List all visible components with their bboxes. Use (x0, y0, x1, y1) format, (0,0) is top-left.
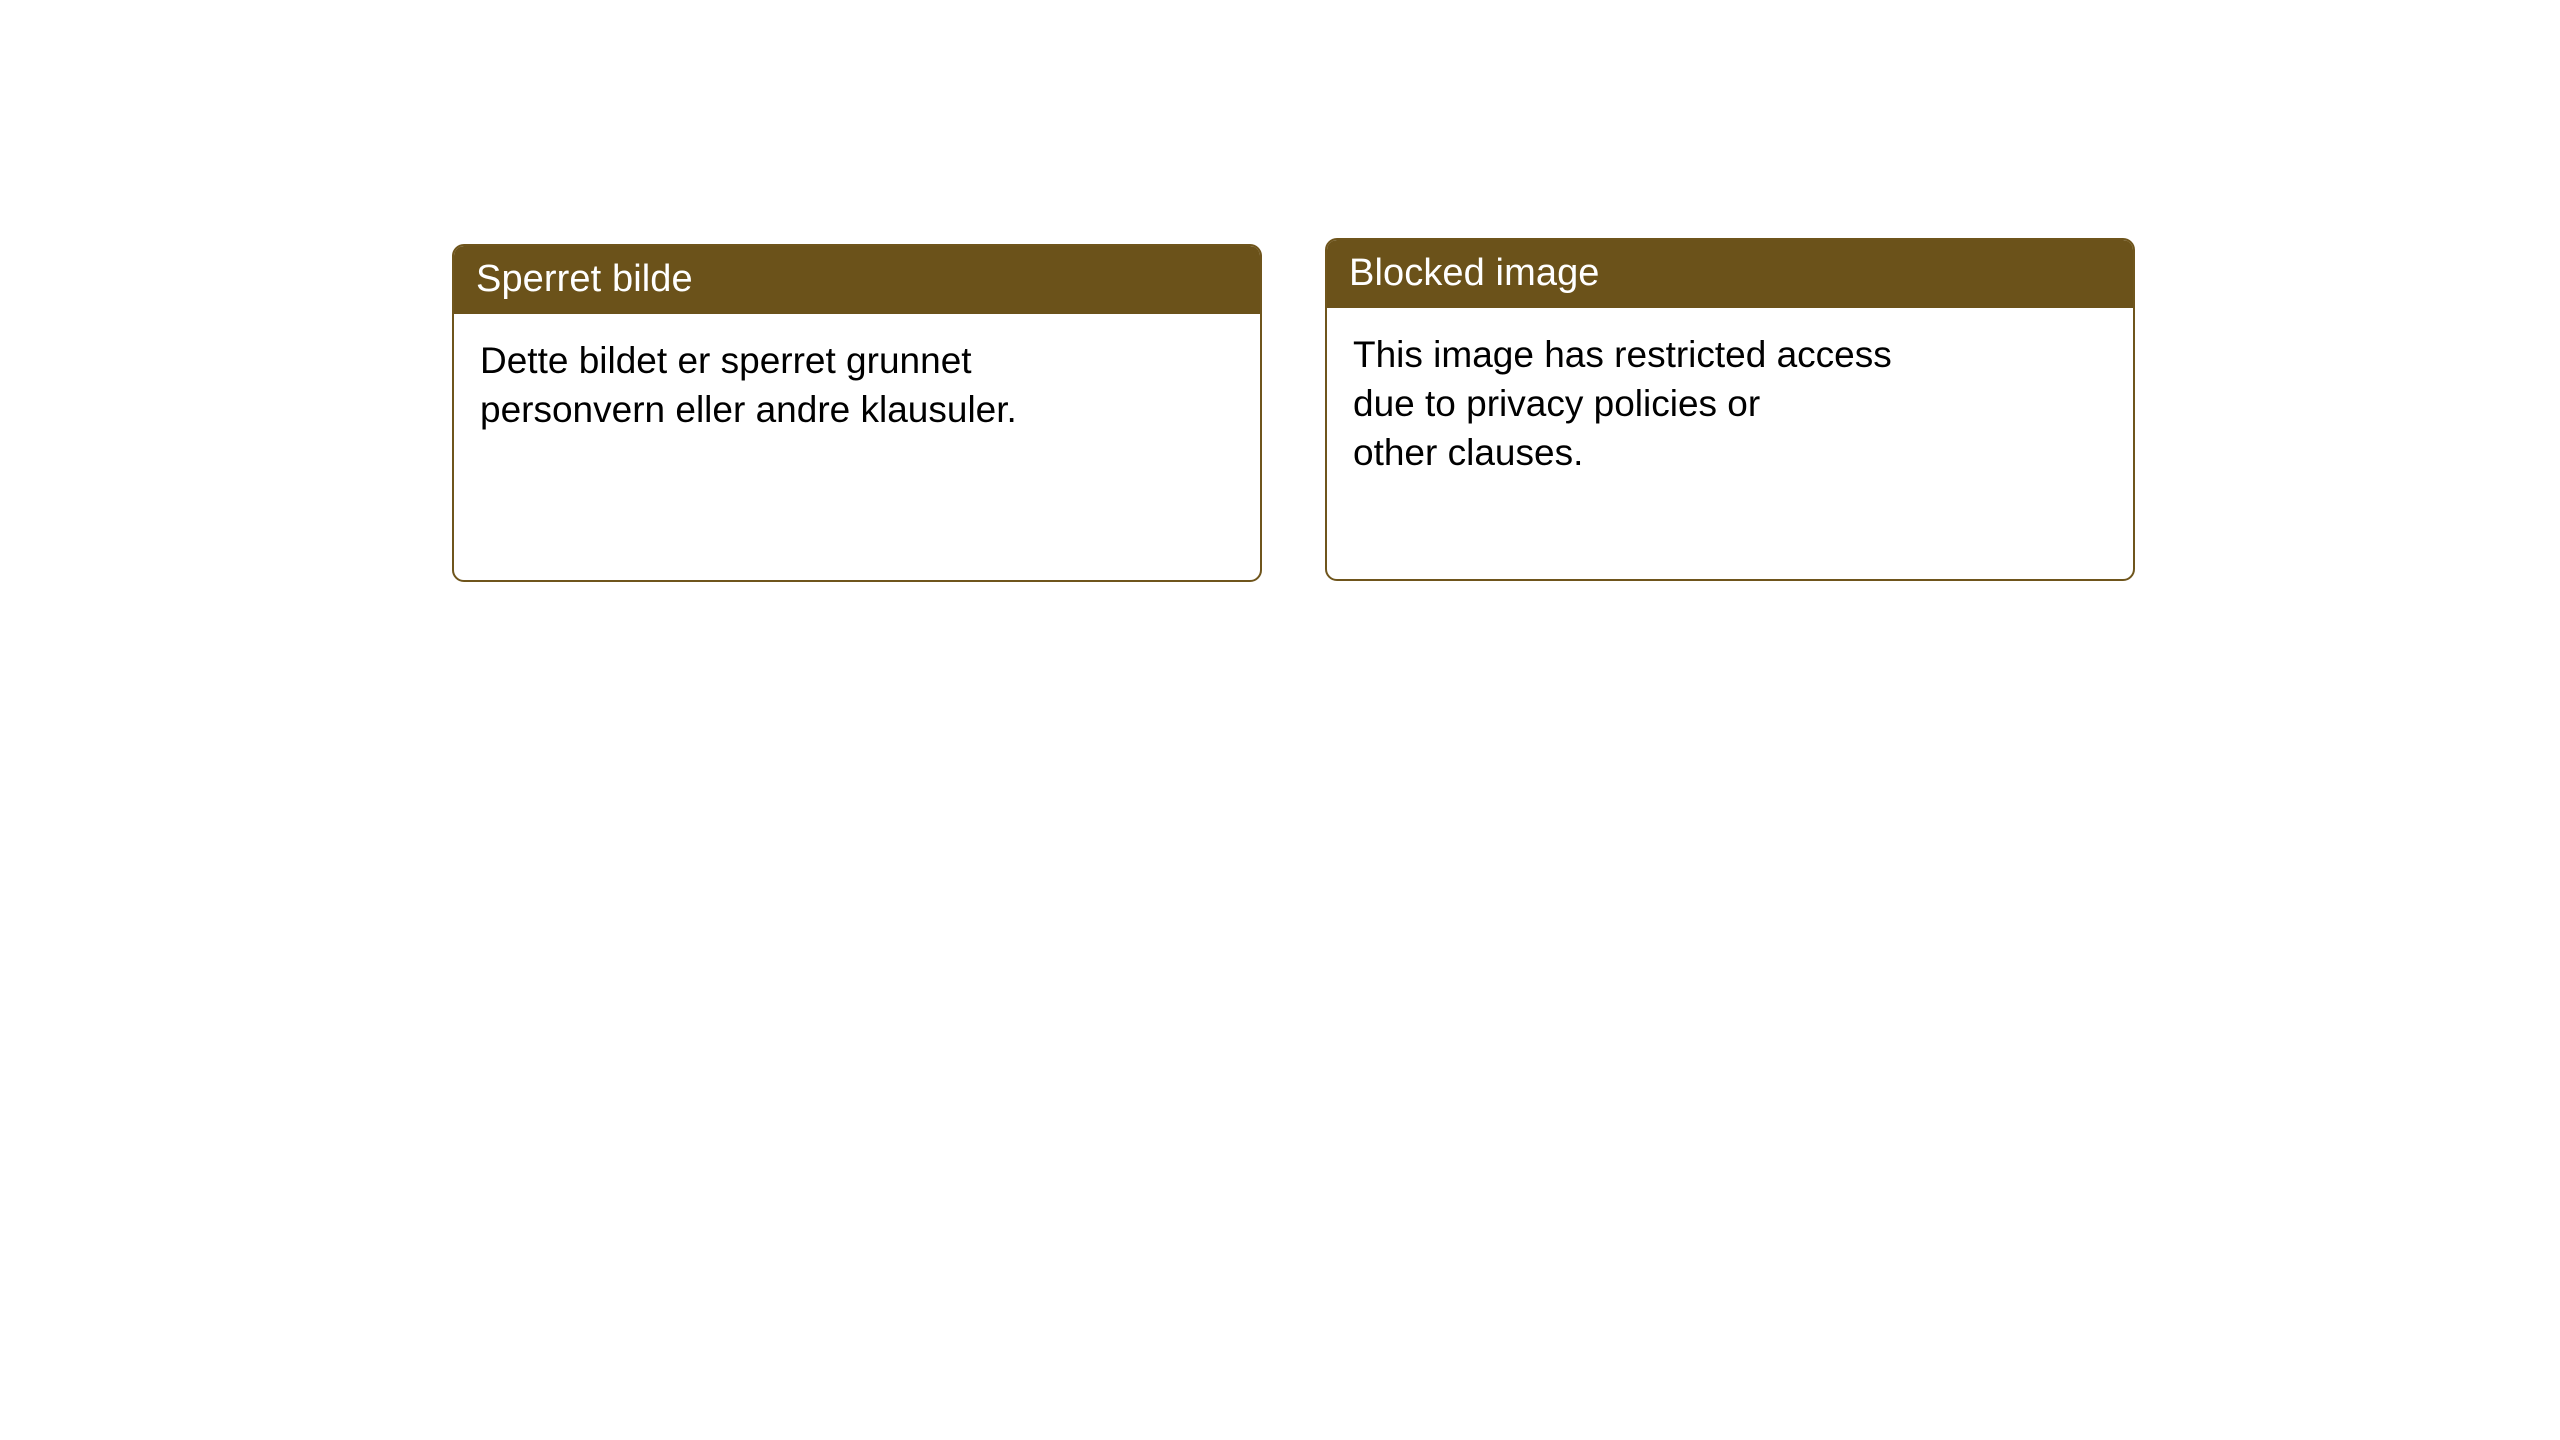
card-title-no: Sperret bilde (476, 258, 693, 300)
card-body-line: other clauses. (1353, 432, 1584, 474)
card-header-no (454, 246, 1260, 314)
blocked-image-card-en (1325, 238, 2135, 581)
card-body-en (1327, 308, 2133, 502)
blocked-image-card-no (452, 244, 1262, 582)
card-title-en: Blocked image (1349, 252, 1600, 294)
card-body-line: Dette bildet er sperret grunnet (480, 340, 972, 381)
card-body-no (454, 314, 1260, 458)
card-body-line: This image has restricted access (1353, 334, 1892, 375)
card-body-line: due to privacy policies or (1353, 383, 1761, 425)
card-header-en (1327, 240, 2133, 308)
card-body-line: personvern eller andre klausuler. (480, 389, 1017, 431)
